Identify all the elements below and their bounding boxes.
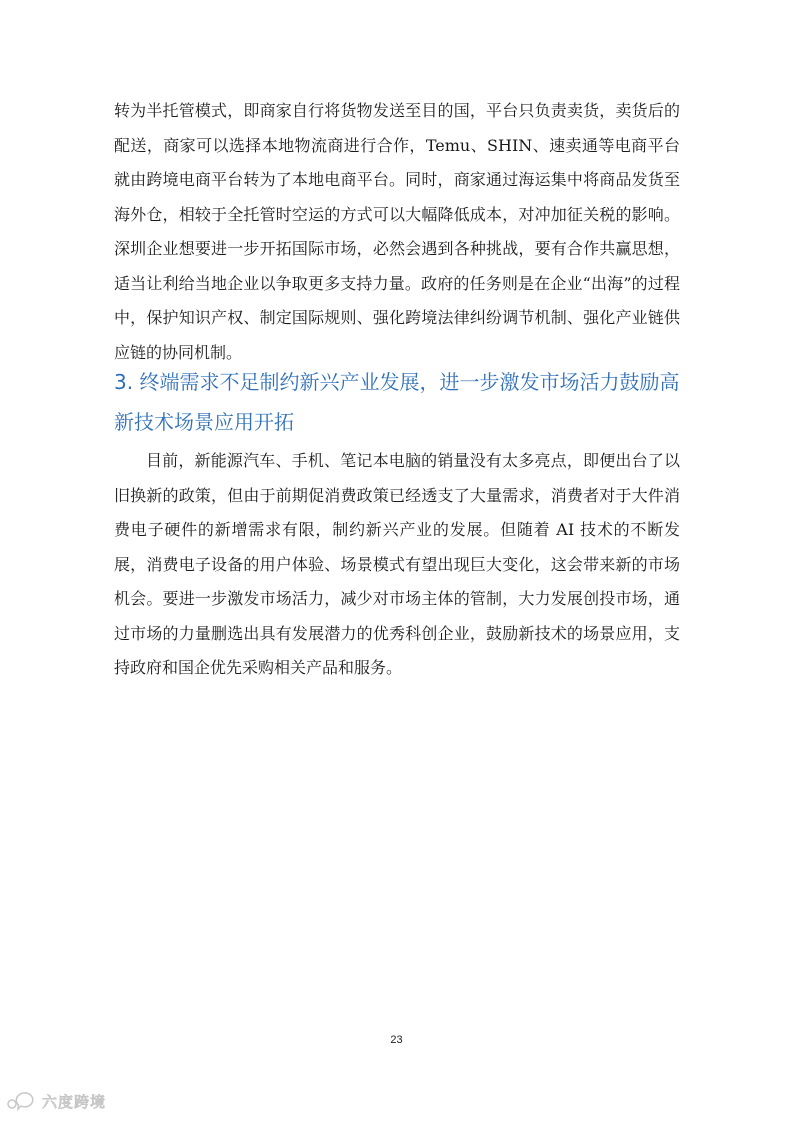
page-number: 23 xyxy=(390,1034,403,1046)
section-heading: 3. 终端需求不足制约新兴产业发展，进一步激发市场活力鼓励高新技术场景应用开拓 xyxy=(114,370,680,434)
speech-bubble-logo-icon xyxy=(6,1090,38,1112)
watermark-text: 六度跨境 xyxy=(42,1092,107,1111)
watermark xyxy=(6,1090,106,1112)
body-paragraph-1: 转为半托管模式，即商家自行将货物发送至目的国，平台只负责卖货，卖货后的配送，商家可以选择本地物流商进行合作，Temu、SHIN、速卖通等电商平台就由跨境电商平台转为了本地电商平台。同时，商家通过海运集中将商品发货至海外仓，相较于全托管时空运的方式可以大幅降低成本，对冲加征关税的影响。深圳企业想要进一步开拓国际市场，必然会遇到各种挑战，要有合作共赢思想，适当让利给当地企业以争取更多支持力量。政府的任务则是在企业“出海”的过程中，保护知识产权、制定国际规则、强化跨境法律纠纷调节机制、强化产业链供应链的协同机制。 xyxy=(114,101,680,362)
body-paragraph-2: 目前，新能源汽车、手机、笔记本电脑的销量没有太多亮点，即便出台了以旧换新的政策，但由于前期促消费政策已经透支了大量需求，消费者对于大件消费电子硬件的新增需求有限，制约新兴产业的发展。但随着 AI 技术的不断发展，消费电子设备的用户体验、场景模式有望出现巨大变化，这会带来新的市场机会。要进一步激发市场活力，减少对市场主体的管制，大力发展创投市场，通过市场的力量删选出具有发展潜力的优秀科创企业，鼓励新技术的场景应用，支持政府和国企优先采购相关产品和服务。 xyxy=(114,451,680,677)
